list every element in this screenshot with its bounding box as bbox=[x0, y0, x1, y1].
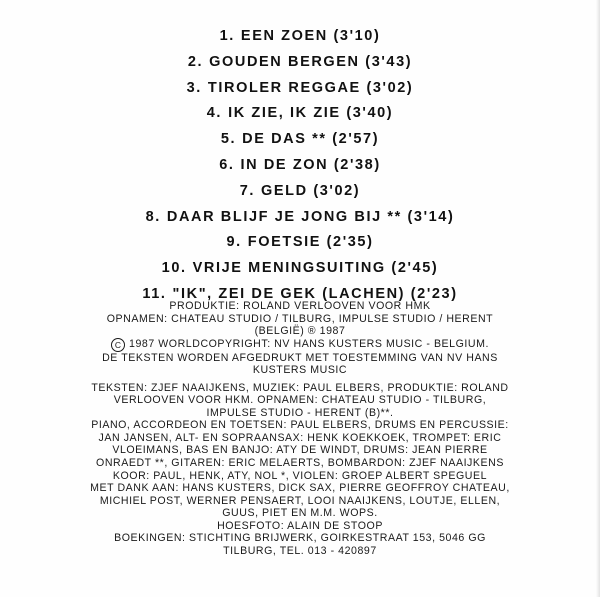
track-title: EEN ZOEN (3'10) bbox=[240, 28, 381, 44]
track-number: 10. bbox=[161, 260, 187, 277]
track-item bbox=[0, 256, 600, 282]
track-title: "IK", ZEI DE GEK (LACHEN) (2'23) bbox=[172, 285, 458, 302]
track-number: 5. bbox=[220, 131, 237, 148]
track-item bbox=[0, 24, 600, 50]
credit-line: KUSTERS MUSIC bbox=[252, 364, 348, 377]
credit-line: VERLOOVEN VOOR HKM. OPNAMEN: CHATEAU STUDIO - TILBURG, bbox=[113, 394, 487, 407]
track-title: DE DAS ** (2'57) bbox=[242, 131, 380, 148]
track-item bbox=[0, 205, 600, 231]
credit-line: MICHIEL POST, WERNER PENSAERT, LOOI NAAIJKENS, LOUTJE, ELLEN, bbox=[99, 494, 501, 507]
track-item bbox=[0, 76, 600, 102]
track-title: DAAR BLIJF JE JONG BIJ ** (3'14) bbox=[166, 208, 455, 225]
credit-line: MET DANK AAN: HANS KUSTERS, DICK SAX, PIERRE GEOFFROY CHATEAU, bbox=[90, 482, 510, 495]
track-item bbox=[0, 101, 600, 127]
copyright-text: 1987 WORLDCOPYRIGHT: NV HANS KUSTERS MUSIC - BELGIUM. bbox=[129, 337, 489, 350]
credit-line: JAN JANSEN, ALT- EN SOPRAANSAX: HENK KOEKKOEK, TROMPET: ERIC bbox=[98, 431, 502, 444]
track-title: IN DE ZON (2'38) bbox=[240, 156, 381, 173]
track-item bbox=[0, 153, 600, 179]
track-item bbox=[0, 179, 600, 205]
track-item bbox=[0, 127, 600, 153]
scan-edge-shadow bbox=[596, 0, 600, 597]
track-number: 7. bbox=[239, 182, 256, 199]
track-item bbox=[0, 50, 600, 76]
track-list bbox=[0, 24, 600, 308]
track-number: 11. bbox=[142, 285, 167, 302]
track-title: TIROLER REGGAE (3'02) bbox=[207, 79, 414, 96]
credit-line: VLOEIMANS, BAS EN BANJO: ATY DE WINDT, DRUMS: JEAN PIERRE bbox=[112, 444, 488, 457]
track-title: IK ZIE, IK ZIE (3'40) bbox=[228, 105, 394, 122]
credit-line: PIANO, ACCORDEON EN TOETSEN: PAUL ELBERS, DRUMS EN PERCUSSIE: bbox=[91, 419, 509, 432]
credit-line: GUUS, PIET EN M.M. WOPS. bbox=[222, 507, 378, 520]
credits-block bbox=[14, 300, 586, 557]
credit-line: PRODUKTIE: ROLAND VERLOOVEN VOOR HMK bbox=[169, 300, 431, 312]
copyright-icon: C bbox=[111, 338, 125, 352]
credit-line: TILBURG, TEL. 013 - 420897 bbox=[223, 544, 377, 557]
track-item bbox=[0, 230, 600, 256]
track-number: 2. bbox=[187, 53, 204, 70]
copyright-line bbox=[14, 338, 586, 352]
track-number: 8. bbox=[145, 208, 161, 225]
track-number: 4. bbox=[206, 105, 223, 122]
track-title: GELD (3'02) bbox=[261, 182, 361, 199]
track-number: 9. bbox=[226, 234, 242, 251]
track-title: FOETSIE (2'35) bbox=[247, 234, 374, 251]
track-number: 6. bbox=[219, 156, 235, 173]
credit-line: ONRAEDT **, GITAREN: ERIC MELAERTS, BOMBARDON: ZJEF NAAIJKENS bbox=[96, 457, 504, 470]
track-title: GOUDEN BERGEN (3'43) bbox=[209, 53, 413, 70]
credit-line: (BELGIË) ® 1987 bbox=[254, 325, 346, 338]
track-title: VRIJE MENINGSUITING (2'45) bbox=[192, 260, 439, 277]
credit-line: KOOR: PAUL, HENK, ATY, NOL *, VIOLEN: GROEP ALBERT SPEGUEL bbox=[112, 469, 488, 482]
credit-line: DE TEKSTEN WORDEN AFGEDRUKT MET TOESTEMMING VAN NV HANS bbox=[102, 351, 498, 364]
credit-line: BOEKINGEN: STICHTING BRIJWERK, GOIRKESTRAAT 153, 5046 GG bbox=[114, 532, 486, 545]
credit-line: HOESFOTO: ALAIN DE STOOP bbox=[217, 519, 383, 532]
track-number: 1. bbox=[219, 28, 235, 44]
track-number: 3. bbox=[186, 79, 202, 96]
credit-line: OPNAMEN: CHATEAU STUDIO / TILBURG, IMPULSE STUDIO / HERENT bbox=[106, 312, 494, 325]
credit-line: TEKSTEN: ZJEF NAAIJKENS, MUZIEK: PAUL ELBERS, PRODUKTIE: ROLAND bbox=[91, 381, 509, 394]
credit-line: IMPULSE STUDIO - HERENT (B)**. bbox=[206, 406, 394, 419]
